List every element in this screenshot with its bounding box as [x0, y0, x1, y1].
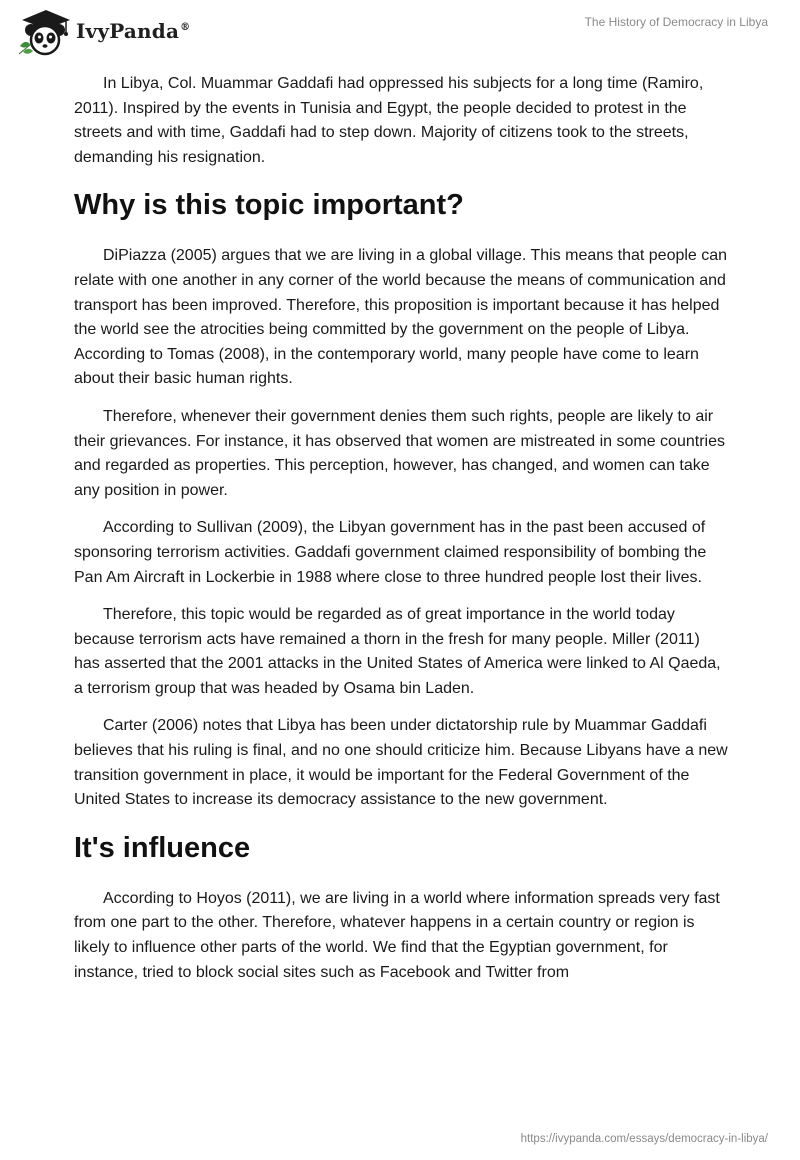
paragraph-intro: In Libya, Col. Muammar Gaddafi had oppressed his subjects for a long time (Ramiro, 2011). Inspired by the events in Tunisia and Egypt, the people decided to protest in the streets and with time, Gaddafi had to step down. Majority of citizens took to the streets, demanding his resignation.: [74, 75, 704, 166]
section-heading-importance: Why is this topic important?: [74, 189, 464, 222]
ivypanda-logo[interactable]: [14, 6, 190, 56]
essay-content: [74, 72, 728, 998]
panda-graduate-icon: [14, 6, 72, 56]
paragraph: According to Sullivan (2009), the Libyan government has in the past been accused of sponsoring terrorism activities. Gaddafi government claimed responsibility of bombing the Pan Am Aircraft in Lockerbie in 1988 where close to three hundred people lost their lives.: [74, 519, 707, 586]
paragraph: Carter (2006) notes that Libya has been under dictatorship rule by Muammar Gaddafi believes that his ruling is final, and no one should criticize him. Because Libyans have a new transition government in place, it would be important for the Federal Government of the United States to increase its democracy assistance to the new government.: [74, 717, 728, 809]
paragraph: DiPiazza (2005) argues that we are living in a global village. This means that people can relate with one another in any corner of the world because the means of communication and transport has been improved. Therefore, this proposition is important because it has helped the world see the atrocities being committed by the government on the people of Libya. According to Tomas (2008), in the contemporary world, many people have come to learn about their basic human rights.: [74, 247, 728, 388]
section-heading-influence: It's influence: [74, 831, 251, 864]
source-url-link[interactable]: https://ivypanda.com/essays/democracy-in-libya/: [520, 1133, 768, 1145]
document-title: The History of Democracy in Libya: [584, 15, 768, 29]
paragraph: According to Hoyos (2011), we are living in a world where information spreads very fast from one part to the other. Therefore, whatever happens in a certain country or region is likely to influence other parts of the world. We find that the Egyptian government, for instance, tried to block social sites such as Facebook and Twitter from: [74, 889, 720, 981]
brand-name: IvyPanda®: [76, 19, 191, 43]
paragraph: Therefore, whenever their government denies them such rights, people are likely to air their grievances. For instance, it has observed that women are mistreated in some countries and regarded as properties. This perception, however, has changed, and women can take any position in power.: [74, 407, 725, 499]
page-header: [0, 0, 800, 70]
paragraph: Therefore, this topic would be regarded as of great importance in the world today because terrorism acts have remained a thorn in the fresh for many people. Miller (2011) has asserted that the 2001 attacks in the United States of America were linked to Al Qaeda, a terrorism group that was headed by Osama bin Laden.: [74, 606, 721, 697]
